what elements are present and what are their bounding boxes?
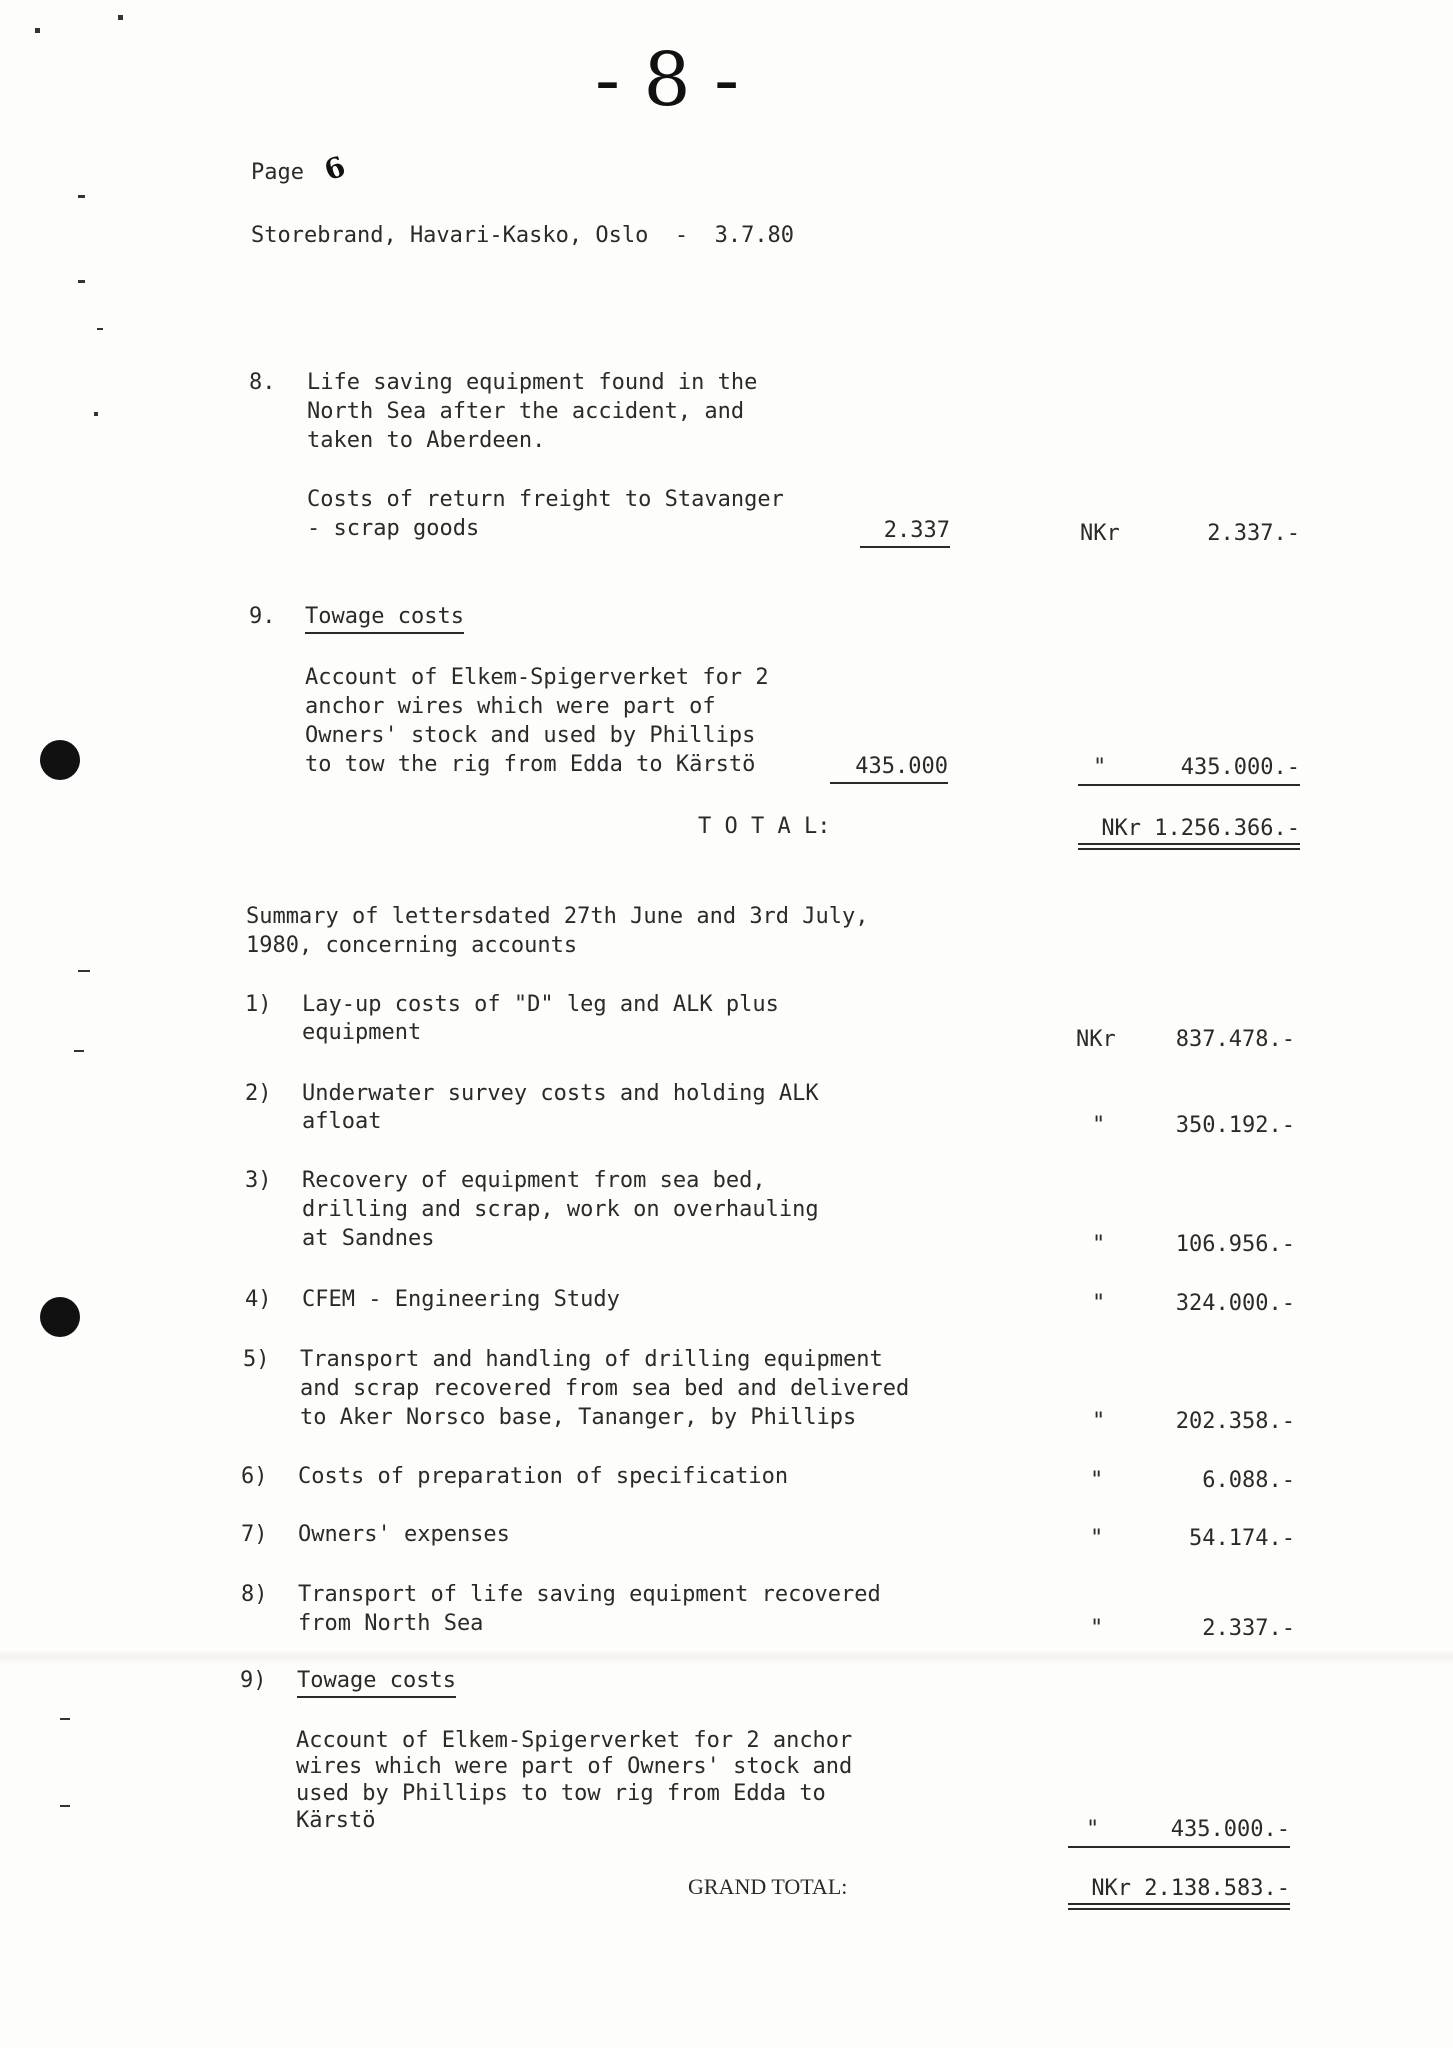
ditto-mark: ": [1086, 1817, 1100, 1842]
item-text: to Aker Norsco base, Tananger, by Phillips: [300, 1405, 857, 1430]
item-text: Owners' expenses: [298, 1522, 510, 1547]
speck: [74, 1050, 84, 1052]
ditto-mark: ": [1090, 1526, 1104, 1551]
item-number: 9.: [249, 604, 276, 629]
paper-fold: [0, 1650, 1453, 1664]
cost-amount: 435.000: [830, 752, 948, 784]
speck: [118, 15, 123, 20]
item-text: Costs of return freight to Stavanger: [307, 487, 784, 512]
item-text: North Sea after the accident, and: [307, 399, 745, 424]
item-text: Owners' stock and used by Phillips: [305, 723, 756, 748]
currency-label: NKr: [1080, 521, 1120, 546]
line-total: 202.358.-: [1175, 1409, 1295, 1434]
ditto-mark: ": [1090, 1468, 1104, 1493]
line-total: 435.000.-: [1180, 755, 1300, 780]
sum-rule: [1078, 784, 1300, 786]
item-text: wires which were part of Owners' stock and: [296, 1754, 853, 1779]
currency-label: NKr: [1076, 1027, 1116, 1052]
line-total: 350.192.-: [1175, 1113, 1295, 1138]
item-text: Transport of life saving equipment recovered: [298, 1582, 881, 1607]
item-text: CFEM - Engineering Study: [302, 1287, 620, 1312]
line-total: 837.478.-: [1175, 1027, 1295, 1052]
item-text: Costs of preparation of specification: [298, 1464, 789, 1489]
item-text: Account of Elkem-Spigerverket for 2: [305, 665, 769, 690]
item-number: 7): [241, 1522, 268, 1547]
cost-amount: 2.337: [860, 516, 950, 548]
item-number: 8): [241, 1582, 268, 1607]
summary-intro: Summary of lettersdated 27th June and 3rd July,: [246, 904, 869, 929]
item-text: Recovery of equipment from sea bed,: [302, 1168, 766, 1193]
speck: [78, 280, 85, 283]
page-mark: 6: [319, 149, 350, 188]
item-text: Kärstö: [296, 1808, 376, 1833]
item-text: at Sandnes: [302, 1226, 435, 1251]
speck: [60, 1718, 70, 1720]
section-heading: Towage costs: [297, 1666, 456, 1698]
double-rule: [1068, 1903, 1290, 1910]
speck: [78, 970, 90, 972]
item-text: equipment: [302, 1020, 422, 1045]
item-number: 4): [245, 1287, 272, 1312]
item-text: Transport and handling of drilling equipment: [300, 1347, 883, 1372]
item-number: 2): [245, 1081, 272, 1106]
section-heading: Towage costs: [305, 602, 464, 634]
item-text: drilling and scrap, work on overhauling: [302, 1197, 819, 1222]
speck: [35, 28, 40, 33]
speck: [60, 1805, 70, 1807]
item-number: 3): [245, 1168, 272, 1193]
line-total: 2.337.-: [1207, 521, 1300, 546]
grand-total-value: NKr 2.138.583.-: [1091, 1876, 1290, 1901]
item-number: 5): [243, 1347, 270, 1372]
ditto-mark: ": [1092, 1291, 1106, 1316]
sum-rule: [1068, 1846, 1290, 1848]
item-text: from North Sea: [298, 1611, 484, 1636]
line-total: 106.956.-: [1175, 1232, 1295, 1257]
item-text: afloat: [302, 1109, 382, 1134]
item-text: Underwater survey costs and holding ALK: [302, 1081, 819, 1106]
item-text: - scrap goods: [307, 516, 480, 541]
item-number: 9): [240, 1668, 267, 1693]
ditto-mark: ": [1093, 755, 1107, 780]
item-text: Lay-up costs of "D" leg and ALK plus: [302, 992, 779, 1017]
handwritten-page-number: - 8 -: [595, 37, 740, 123]
grand-total-label: GRAND TOTAL:: [688, 1874, 848, 1899]
line-total: 435.000.-: [1170, 1817, 1290, 1842]
line-total: 54.174.-: [1189, 1526, 1295, 1551]
item-text: used by Phillips to tow rig from Edda to: [296, 1781, 826, 1806]
item-text: to tow the rig from Edda to Kärstö: [305, 752, 756, 777]
item-number: 6): [241, 1464, 268, 1489]
ditto-mark: ": [1090, 1616, 1104, 1641]
total-label: T O T A L:: [698, 814, 831, 839]
page-label: Page: [251, 160, 304, 185]
speck: [97, 328, 103, 330]
ditto-mark: ": [1092, 1113, 1106, 1138]
item-number: 8.: [249, 370, 276, 395]
item-text: Life saving equipment found in the: [307, 370, 758, 395]
line-total: 2.337.-: [1202, 1616, 1295, 1641]
punch-hole-top: [40, 740, 80, 780]
item-text: and scrap recovered from sea bed and delivered: [300, 1376, 910, 1401]
line-total: 6.088.-: [1202, 1468, 1295, 1493]
line-total: 324.000.-: [1175, 1291, 1295, 1316]
item-text: taken to Aberdeen.: [307, 428, 546, 453]
double-rule: [1078, 843, 1300, 850]
reference-line: Storebrand, Havari-Kasko, Oslo - 3.7.80: [251, 223, 795, 248]
item-text: anchor wires which were part of: [305, 694, 716, 719]
speck: [94, 412, 98, 416]
total-value: NKr 1.256.366.-: [1101, 816, 1300, 841]
item-number: 1): [245, 992, 272, 1017]
ditto-mark: ": [1092, 1232, 1106, 1257]
speck: [78, 195, 85, 198]
punch-hole-bottom: [40, 1297, 80, 1337]
ditto-mark: ": [1092, 1409, 1106, 1434]
summary-intro: 1980, concerning accounts: [246, 933, 578, 958]
item-text: Account of Elkem-Spigerverket for 2 anchor: [296, 1728, 853, 1753]
